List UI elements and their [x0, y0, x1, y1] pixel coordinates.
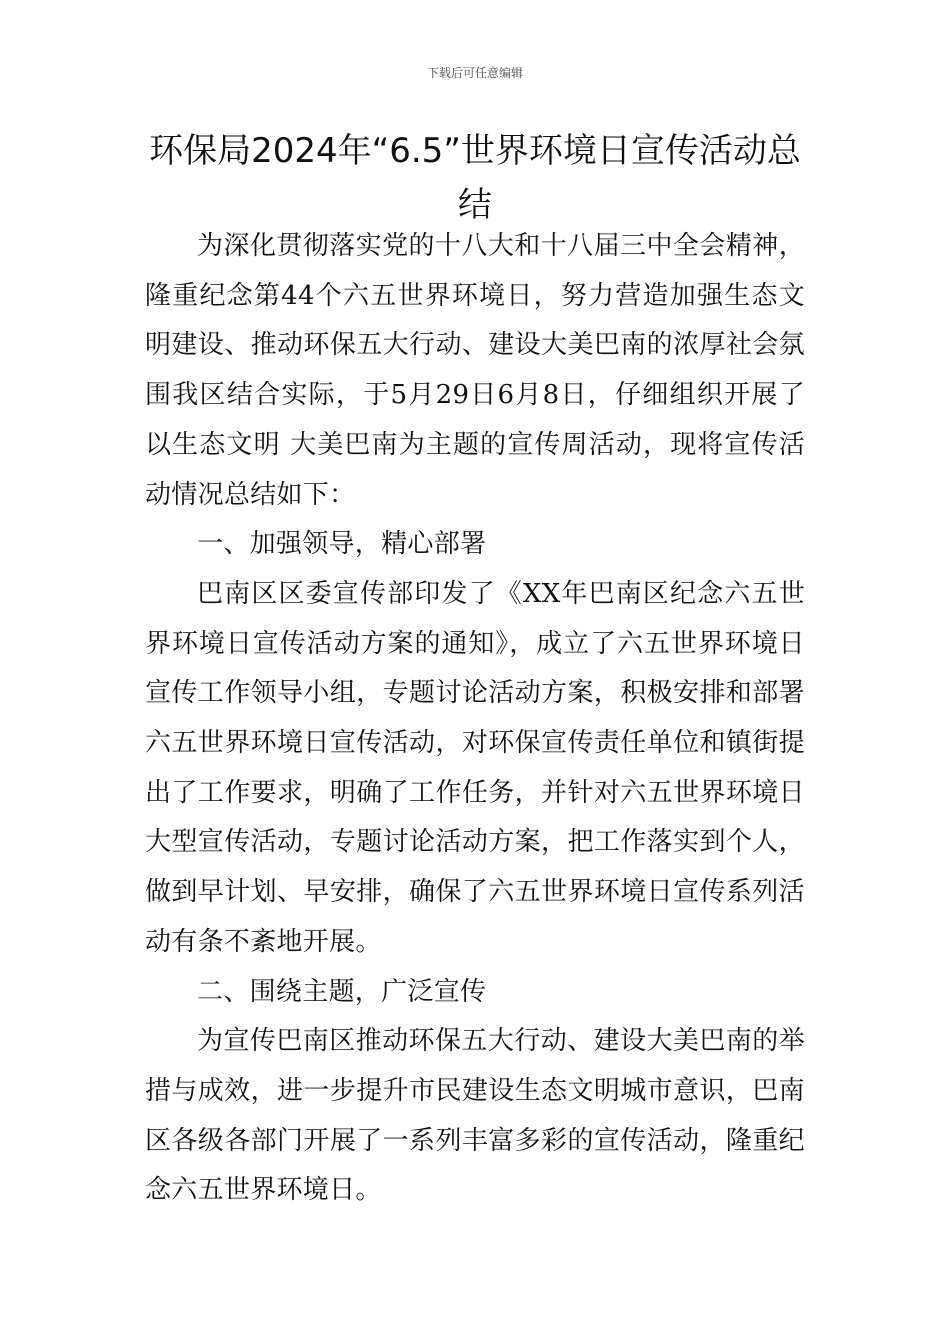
header-note: 下载后可任意编辑	[426, 66, 523, 80]
paragraph-section-2: 为宣传巴南区推动环保五大行动、建设大美巴南的举措与成效，进一步提升市民建设生态文明城市意识，巴南区各级各部门开展了一系列丰富多彩的宣传活动，隆重纪念六五世界环境日。	[145, 1026, 805, 1206]
paragraph-intro: 为深化贯彻落实党的十八大和十八届三中全会精神，隆重纪念第44个六五世界环境日，努力营造加强生态文明建设、推动环保五大行动、建设大美巴南的浓厚社会氛围我区结合实际，于5月29日6月8日，仔细组织开展了以生态文明 大美巴南为主题的宣传周活动，现将宣传活动情况总结如下：	[145, 231, 805, 510]
paragraph-section-1: 巴南区区委宣传部印发了《XX年巴南区纪念六五世界环境日宣传活动方案的通知》，成立了六五世界环境日宣传工作领导小组，专题讨论活动方案，积极安排和部署六五世界环境日宣传活动，对环保宣传责任单位和镇街提出了工作要求，明确了工作任务，并针对六五世界环境日大型宣传活动，专题讨论活动方案，把工作落实到个人，做到早计划、早安排，确保了六五世界环境日宣传系列活动有条不紊地开展。	[145, 578, 805, 957]
section-heading-2: 二、围绕主题，广泛宣传	[197, 976, 487, 1007]
document-title: 环保局2024年“6.5”世界环境日宣传活动总结	[149, 131, 801, 225]
document-body	[145, 222, 805, 1216]
section-heading-1: 一、加强领导，精心部署	[197, 529, 487, 560]
